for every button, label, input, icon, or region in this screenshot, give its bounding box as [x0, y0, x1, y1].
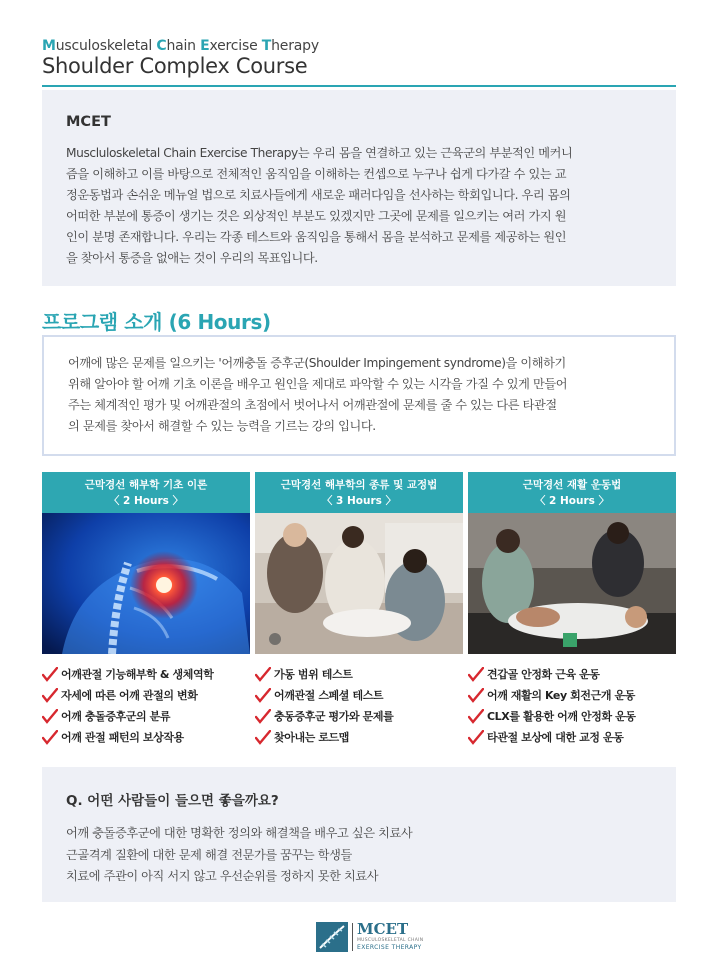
column-title: 근막경선 재활 운동법: [522, 479, 622, 491]
list-item: 치료에 주관이 아직 서지 않고 우선순위를 정하지 못한 치료사: [66, 869, 379, 883]
topic-text: 어깨관절 스페셜 테스트: [274, 689, 384, 702]
red-check-icon: [255, 667, 271, 682]
topic-text: 찾아내는 로드맵: [274, 731, 350, 744]
program-intro-text: 어깨에 많은 문제를 일으키는 '어깨충돌 증후군(Shoulder Impingement syndrome)을 이해하기 위해 알아야 할 어깨 기초 이론을 배우고 원인을 제대로 파악할 수 있는 시각을 가질 수 있게 만들어주는 체계적인 평가 및 어깨관절의 초점에서 벗어나서 어깨관절에 문제를 줄 수 있는 다른 타관절의 문제를 찾아서 해결할 수 있는 능력을 기르는 강의 입니다.: [68, 356, 568, 433]
column-rehab: [468, 472, 676, 748]
brand-word: xercise: [209, 38, 262, 54]
logo-subtitle: EXERCISE THERAPY: [357, 944, 422, 951]
list-item: [42, 685, 250, 706]
course-columns: [42, 472, 676, 752]
list-item: [468, 685, 676, 706]
list-item: [42, 727, 250, 748]
topic-text: 자세에 따른 어깨 관절의 변화: [61, 689, 198, 702]
column-hours: 〈 2 Hours 〉: [108, 495, 184, 507]
list-item: 어깨 충돌증후군에 대한 명확한 정의와 해결책을 배우고 싶은 치료사: [66, 826, 413, 840]
class-practice-photo: [255, 513, 463, 654]
column-header: [255, 472, 463, 513]
spine-logo-icon: [316, 922, 348, 952]
topic-text: 어깨관절 기능해부학 & 생체역학: [61, 668, 214, 681]
column-hours: 〈 3 Hours 〉: [321, 495, 397, 507]
logo-wordmark: MCET: [357, 920, 409, 938]
list-item: [255, 685, 463, 706]
topic-text: 견갑골 안정화 근육 운동: [487, 668, 600, 681]
red-check-icon: [468, 730, 484, 745]
shoulder-anatomy-image: [42, 513, 250, 654]
list-item: [255, 664, 463, 685]
class-photo: [255, 513, 463, 654]
red-check-icon: [42, 709, 58, 724]
target-audience-panel: [42, 767, 676, 902]
column-header: [468, 472, 676, 513]
topic-text: 가동 범위 테스트: [274, 668, 353, 681]
red-check-icon: [255, 730, 271, 745]
list-item: [255, 706, 463, 727]
brand-word: hain: [166, 38, 201, 54]
column-topic-list: [468, 664, 676, 748]
red-check-icon: [42, 667, 58, 682]
red-check-icon: [468, 688, 484, 703]
logo-subtitle: MUSCULOSKELETAL CHAIN: [357, 938, 424, 943]
column-header: [42, 472, 250, 513]
column-hours: 〈 2 Hours 〉: [534, 495, 610, 507]
topic-text: 어깨 충돌증후군의 분류: [61, 710, 171, 723]
topic-text: 타관절 보상에 대한 교정 운동: [487, 731, 624, 744]
column-topic-list: [42, 664, 250, 748]
red-check-icon: [255, 709, 271, 724]
footer-logo: [316, 920, 436, 954]
target-audience-list: [66, 823, 652, 888]
header: [42, 38, 319, 78]
column-title: 근막경선 해부학 기초 이론: [84, 479, 208, 491]
header-divider: [42, 85, 676, 87]
brand-initial-e: E: [200, 38, 210, 54]
program-title: 프로그램 소개 (6 Hours): [42, 310, 271, 334]
brand-word: herapy: [271, 38, 319, 54]
target-audience-heading: Q. 어떤 사람들이 들으면 좋을까요?: [66, 793, 279, 809]
list-item: [468, 727, 676, 748]
red-check-icon: [42, 688, 58, 703]
column-anatomy: [42, 472, 250, 748]
list-item: [255, 727, 463, 748]
rehab-photo: [468, 513, 676, 654]
shoulder-pain-illustration: [42, 513, 250, 654]
mcet-heading: MCET: [66, 114, 111, 130]
red-check-icon: [468, 667, 484, 682]
logo-divider: [352, 923, 353, 951]
red-check-icon: [468, 709, 484, 724]
course-title: Shoulder Complex Course: [42, 54, 308, 78]
mcet-panel: [42, 90, 676, 286]
list-item: 근골격계 질환에 대한 문제 해결 전문가를 꿈꾸는 학생들: [66, 847, 352, 862]
list-item: [42, 664, 250, 685]
rehab-exercise-photo: [468, 513, 676, 654]
topic-text: 어깨 관절 패턴의 보상작용: [61, 731, 184, 744]
list-item: [468, 706, 676, 727]
topic-text: CLX를 활용한 어깨 안정화 운동: [487, 710, 636, 723]
red-check-icon: [255, 688, 271, 703]
brand-word: usculoskeletal: [55, 38, 157, 54]
column-title: 근막경선 해부학의 종류 및 교정법: [280, 479, 438, 491]
column-topic-list: [255, 664, 463, 748]
mcet-description: Muscluloskeletal Chain Exercise Therapy는 우리 몸을 연결하고 있는 근육군의 부분적인 메커니즘을 이해하고 이를 바탕으로 전체적인 움직임을 이해하는 컨셉으로 누구나 쉽게 다가갈 수 있는 교정운동법과 손쉬운 메뉴얼 법으로 치료사들에게 새로운 패러다임을 선사하는 학회입니다. 우리 몸의 어떠한 부분에 통증이 생기는 것은 외상적인 부분도 있겠지만 그곳에 문제를 일으키는 여러 가지 원인이 분명 존재합니다. 우리는 각종 테스트와 움직임을 통해서 몸을 분석하고 문제를 제공하는 원인을 찾아서 통증을 없애는 것이 우리의 목표입니다.: [66, 146, 573, 265]
brand-initial-m: M: [42, 38, 56, 54]
brand-initial-c: C: [156, 38, 167, 54]
red-check-icon: [42, 730, 58, 745]
topic-text: 충동증후군 평가와 문제를: [274, 710, 394, 723]
brand-initial-t: T: [261, 38, 272, 54]
brand-line: [42, 38, 319, 54]
topic-text: 어깨 재활의 Key 회전근개 운동: [487, 689, 635, 702]
list-item: [42, 706, 250, 727]
list-item: [468, 664, 676, 685]
column-assessment: [255, 472, 463, 748]
program-intro-box: [42, 335, 676, 456]
